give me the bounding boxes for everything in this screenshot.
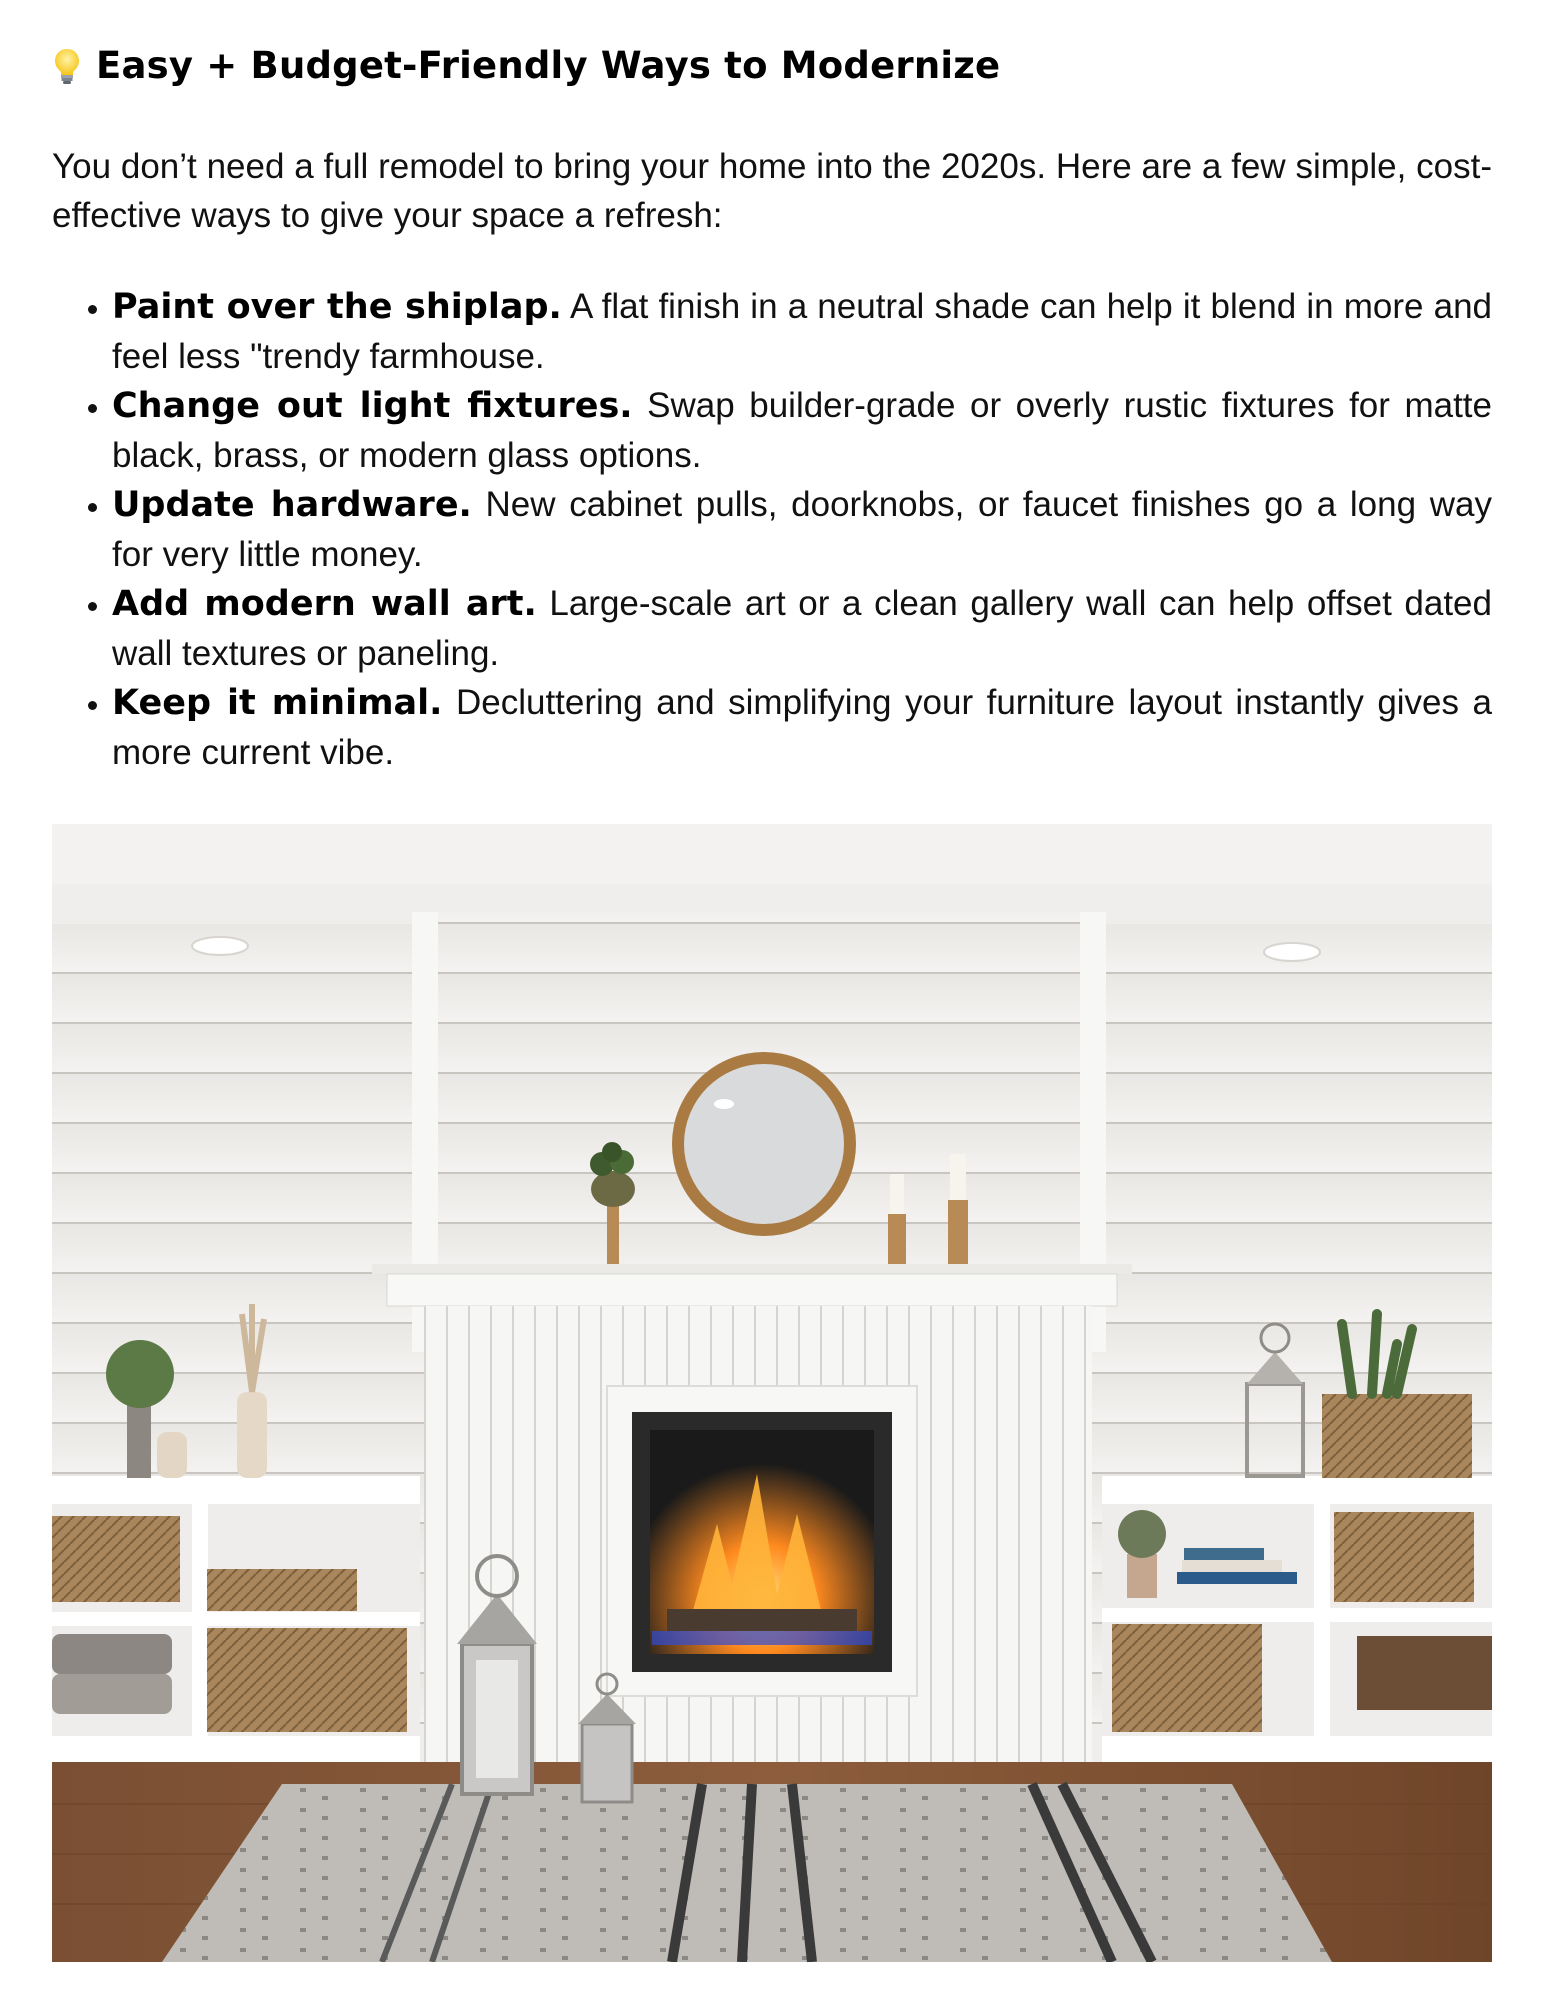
living-room-photo [52, 824, 1492, 1962]
list-item [112, 480, 1492, 579]
list-item [112, 381, 1492, 480]
lightbulb-icon [52, 47, 82, 85]
tip-body: Decluttering and simplifying your furniture layout instantly gives a more current vibe. [112, 683, 1492, 772]
list-item [112, 579, 1492, 678]
tip-title: Paint over the shiplap. [112, 287, 562, 327]
tip-title: Change out light fixtures. [112, 386, 633, 426]
intro-paragraph: You don’t need a full remodel to bring your home into the 2020s. Here are a few simple, cost-effective ways to give your space a refresh: [52, 147, 1492, 235]
section-heading-text: Easy + Budget-Friendly Ways to Modernize [96, 44, 1001, 87]
tip-body: Large-scale art or a clean gallery wall can help offset dated wall textures or paneling. [112, 584, 1492, 673]
tip-title: Add modern wall art. [112, 584, 537, 624]
tip-body: A flat finish in a neutral shade can help it blend in more and feel less "trendy farmhouse. [112, 287, 1493, 376]
tip-title: Keep it minimal. [112, 683, 443, 723]
list-item [112, 282, 1492, 381]
list-item [112, 678, 1492, 777]
tip-body: Swap builder-grade or overly rustic fixtures for matte black, brass, or modern glass options. [112, 386, 1492, 475]
tip-title: Update hardware. [112, 485, 472, 525]
tips-list [52, 282, 1492, 777]
section-heading [52, 44, 1000, 87]
tip-body: New cabinet pulls, doorknobs, or faucet finishes go a long way for very little money. [112, 485, 1492, 574]
